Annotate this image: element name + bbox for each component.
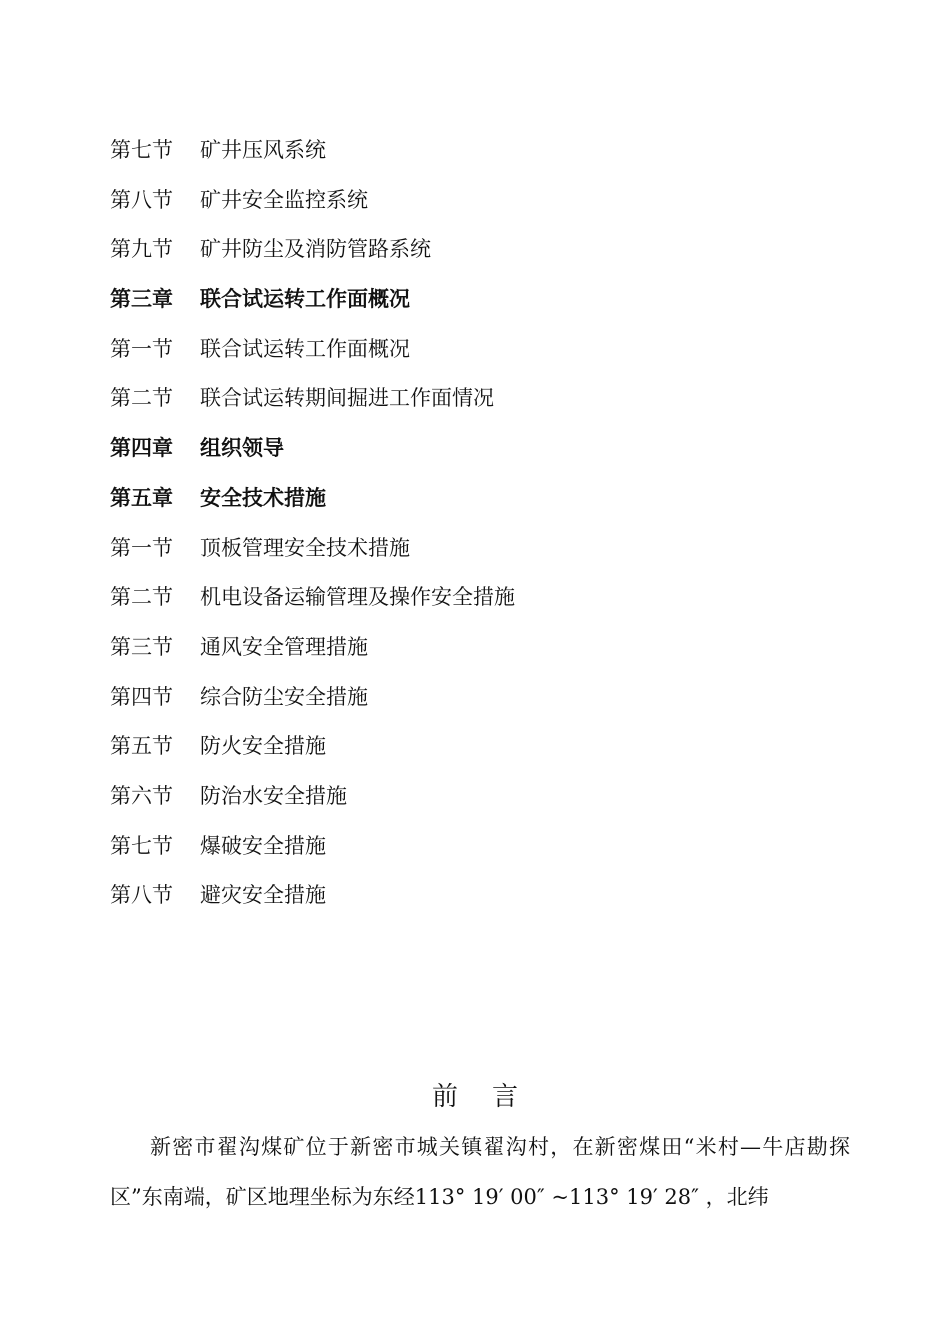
toc-number: 第一节 [110, 535, 173, 560]
toc-title: 联合试运转期间掘进工作面情况 [200, 386, 494, 411]
toc-entry-8 [110, 524, 870, 574]
toc-title: 综合防尘安全措施 [200, 684, 368, 709]
toc-title: 顶板管理安全技术措施 [200, 535, 410, 560]
toc-number: 第二节 [110, 386, 173, 411]
toc-number: 第六节 [110, 783, 173, 808]
toc-number: 第三节 [110, 634, 173, 659]
toc-entry-14 [110, 822, 870, 872]
toc-title: 组织领导 [200, 436, 284, 461]
toc-number: 第九节 [110, 237, 173, 262]
toc-title: 防火安全措施 [200, 734, 326, 759]
toc-chapter-6 [110, 424, 870, 474]
toc-title: 爆破安全措施 [200, 833, 326, 858]
toc-title: 联合试运转工作面概况 [200, 287, 410, 312]
toc-number: 第一节 [110, 336, 173, 361]
toc-title: 防治水安全措施 [200, 783, 347, 808]
toc-title: 矿井安全监控系统 [200, 187, 368, 212]
toc-entry-10 [110, 623, 870, 673]
toc-title: 联合试运转工作面概况 [200, 336, 410, 361]
toc-number: 第二节 [110, 585, 173, 610]
toc-entry-5 [110, 374, 870, 424]
toc-title: 矿井防尘及消防管路系统 [200, 237, 431, 262]
toc-entry-0 [110, 126, 870, 176]
toc-entry-13 [110, 772, 870, 822]
toc-number: 第三章 [110, 287, 173, 312]
toc-entry-15 [110, 871, 870, 921]
toc-title: 通风安全管理措施 [200, 634, 368, 659]
preface-paragraph: 新密市翟沟煤矿位于新密市城关镇翟沟村，在新密煤田“米村—牛店勘探区”东南端，矿区地理坐标为东经113° 19′ 00″ ~113° 19′ 28″ ，北纬 [110, 1135, 850, 1209]
toc-number: 第七节 [110, 138, 173, 162]
toc-entry-11 [110, 673, 870, 723]
toc-number: 第五节 [110, 734, 173, 759]
toc-number: 第八节 [110, 187, 173, 212]
toc-number: 第七节 [110, 833, 173, 858]
toc-title: 安全技术措施 [200, 485, 326, 510]
toc-number: 第四节 [110, 684, 173, 709]
toc-number: 第五章 [110, 485, 173, 510]
toc-entry-12 [110, 722, 870, 772]
table-of-contents [110, 126, 870, 921]
toc-number: 第四章 [110, 436, 173, 461]
toc-title: 矿井压风系统 [200, 138, 326, 162]
toc-title: 避灾安全措施 [200, 883, 326, 908]
toc-entry-1 [110, 176, 870, 226]
toc-number: 第八节 [110, 883, 173, 908]
toc-title: 机电设备运输管理及操作安全措施 [200, 585, 515, 610]
toc-entry-2 [110, 225, 870, 275]
toc-entry-4 [110, 325, 870, 375]
toc-entry-9 [110, 573, 870, 623]
toc-chapter-3 [110, 275, 870, 325]
preface-title: 前言 [431, 1082, 552, 1112]
toc-chapter-7 [110, 474, 870, 524]
